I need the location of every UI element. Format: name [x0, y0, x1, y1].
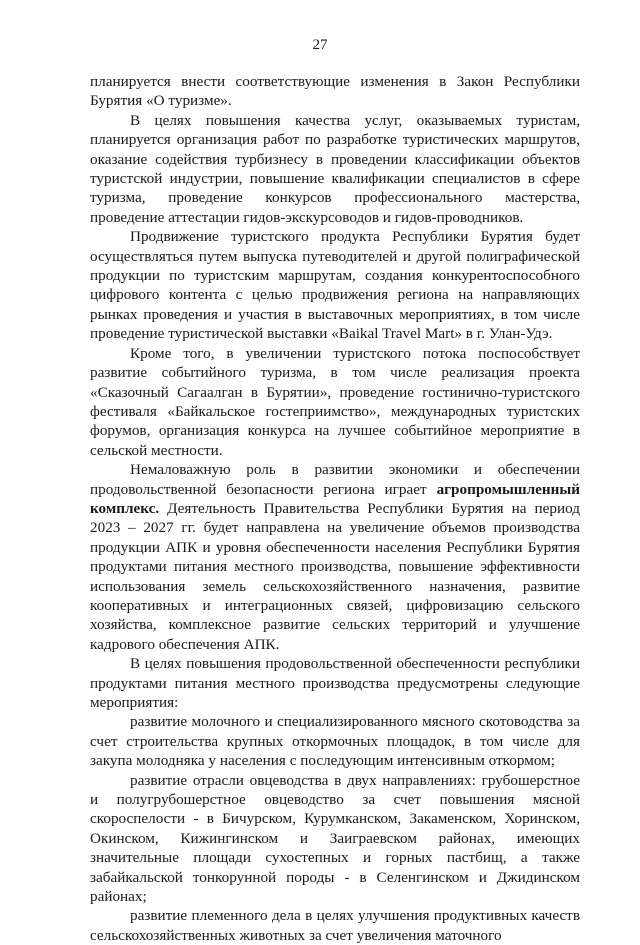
- paragraph-tourism-promotion: Продвижение туристского продукта Республики Бурятия будет осуществляться путем выпуска путеводителей и другой полиграфической продукции по туристским маршрутам, создания конкурентоспособного цифрового контента с целью продвижения региона на направляющих рынках проведения и участия в выставочных мероприятиях, в том числе проведение туристической выставки «Baikal Travel Mart» в г. Улан-Удэ.: [90, 228, 580, 343]
- paragraph-law-amendment: планируется внести соответствующие изменения в Закон Республики Бурятия «О туризме».: [90, 73, 580, 110]
- list-item-dairy-cattle: развитие молочного и специализированного мясного скотоводства за счет строительства крупных откормочных площадок, в том числе для закупа молодняка у населения с последующим интенсивным откормом;: [90, 713, 580, 770]
- agro-bold-term: агропромышленный комплекс.: [90, 480, 580, 517]
- paragraph-tourist-services: В целях повышения качества услуг, оказываемых туристам, планируется организация работ по разработке туристических маршрутов, оказание содействия турбизнесу в проведении классификации объектов туристской индустрии, повышение квалификации специалистов в сфере туризма, проведение конкурсов профессионального мастерства, проведение аттестации гидов-экскурсоводов и гидов-проводников.: [90, 111, 580, 226]
- agro-intro-text: Немаловажную роль в развитии экономики и обеспечении продовольственной безопасности региона играет: [90, 461, 580, 498]
- list-item-pedigree-breeding: развитие племенного дела в целях улучшения продуктивных качеств сельскохозяйственных животных за счет увеличения маточного: [90, 907, 580, 944]
- page-number: 27: [312, 37, 328, 53]
- document-body: [90, 72, 580, 945]
- paragraph-food-security: В целях повышения продовольственной обеспеченности республики продуктами питания местного производства предусмотрены следующие мероприятия:: [90, 655, 580, 711]
- list-item-sheep-breeding: развитие отрасли овцеводства в двух направлениях: грубошерстное и полугрубошерстное овцеводство за счет повышения мясной скороспелости - в Бичурском, Курумканском, Закаменском, Хоринском, Окинском, Кижингинском и Заиграевском районах, имеющих значительные площади сухостепных и горных пастбищ, а также забайкальской тонкорунной породы - в Селенгинском и Джидинском районах;: [90, 771, 580, 906]
- paragraph-agro-industry: [90, 460, 580, 654]
- paragraph-event-tourism: Кроме того, в увеличении туристского потока поспособствует развитие событийного туризма, в том числе реализация проекта «Сказочный Сагаалган в Бурятии», проведение гостинично-туристского фестиваля «Байкальское гостеприимство», международных туристских форумов, организация конкурса на лучшее событийное мероприятие в сельской местности.: [90, 344, 580, 459]
- agro-details-text: Деятельность Правительства Республики Бурятия на период 2023 – 2027 гг. будет направлена на увеличение объемов производства продукции АПК и уровня обеспеченности населения Республики Бурятия продуктами питания местного производства, повышение эффективности использования земель сельскохозяйственного назначения, развитие кооперативных и интеграционных связей, цифровизацию сельского хозяйства, комплексное развитие сельских территорий и улучшение кадрового обеспечения АПК.: [90, 499, 580, 653]
